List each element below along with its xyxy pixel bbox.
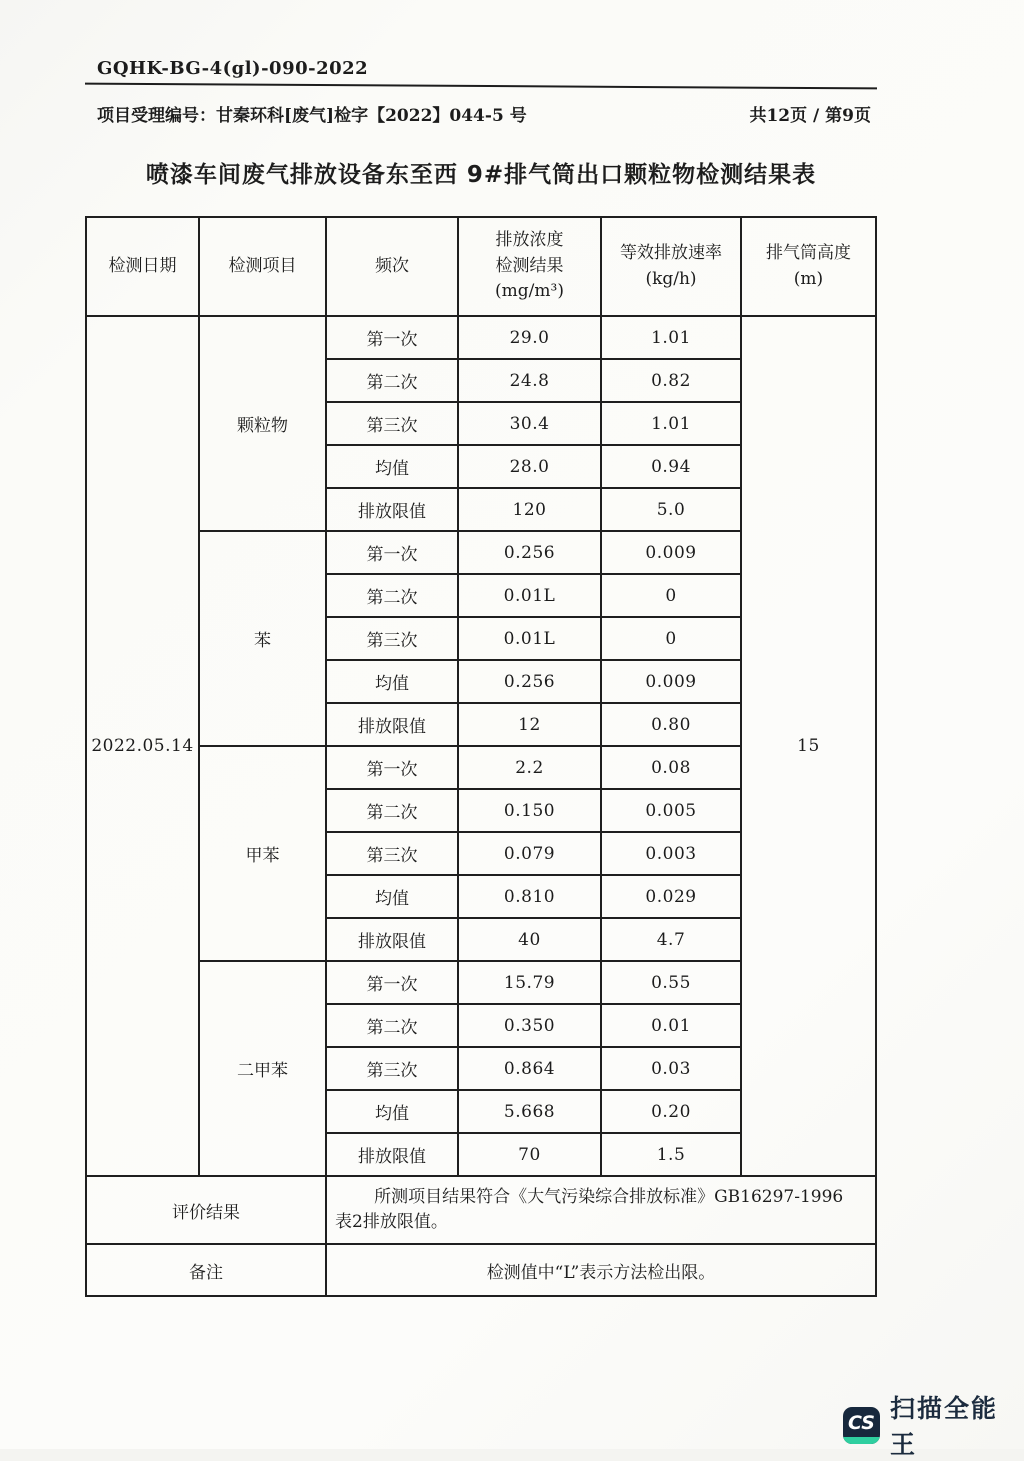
evaluation-text-line2: 表2排放限值。 (335, 1212, 448, 1232)
freq-cell: 排放限值 (326, 703, 458, 746)
remark-label-cell: 备注 (86, 1244, 326, 1296)
freq-cell: 第一次 (326, 316, 458, 359)
conc-cell: 15.79 (458, 961, 601, 1004)
conc-cell: 0.01L (458, 617, 601, 660)
evaluation-row (86, 1176, 876, 1244)
rate-cell: 0.005 (601, 789, 741, 832)
freq-cell: 第二次 (326, 574, 458, 617)
freq-cell: 均值 (326, 660, 458, 703)
freq-cell: 均值 (326, 445, 458, 488)
conc-cell: 24.8 (458, 359, 601, 402)
item-cell: 二甲苯 (199, 961, 326, 1176)
freq-cell: 排放限值 (326, 1133, 458, 1176)
conc-cell: 0.079 (458, 832, 601, 875)
rate-cell: 0.03 (601, 1047, 741, 1090)
freq-cell: 均值 (326, 1090, 458, 1133)
item-cell: 甲苯 (199, 746, 326, 961)
freq-cell: 第三次 (326, 1047, 458, 1090)
rate-cell: 0.08 (601, 746, 741, 789)
freq-cell: 均值 (326, 875, 458, 918)
col-header-rate: 等效排放速率 (kg/h) (601, 217, 741, 316)
page-indicator: 共12页 / 第9页 (749, 106, 871, 126)
remark-row (86, 1244, 876, 1296)
rate-cell: 1.5 (601, 1133, 741, 1176)
conc-cell: 0.810 (458, 875, 601, 918)
evaluation-text-cell (326, 1176, 876, 1244)
conc-cell: 0.150 (458, 789, 601, 832)
rate-cell: 5.0 (601, 488, 741, 531)
col-header-concentration: 排放浓度 检测结果 (mg/m³) (458, 217, 601, 316)
remark-text-cell: 检测值中“L”表示方法检出限。 (326, 1244, 876, 1296)
evaluation-label-cell: 评价结果 (86, 1176, 326, 1244)
item-cell: 颗粒物 (199, 316, 326, 531)
freq-cell: 第二次 (326, 1004, 458, 1047)
rate-cell: 0 (601, 617, 741, 660)
conc-cell: 29.0 (458, 316, 601, 359)
conc-cell: 70 (458, 1133, 601, 1176)
freq-cell: 第三次 (326, 832, 458, 875)
freq-cell: 第一次 (326, 961, 458, 1004)
rate-cell: 1.01 (601, 316, 741, 359)
conc-cell: 0.864 (458, 1047, 601, 1090)
rate-cell: 0.20 (601, 1090, 741, 1133)
rate-cell: 0.82 (601, 359, 741, 402)
conc-cell: 0.350 (458, 1004, 601, 1047)
rate-cell: 0.01 (601, 1004, 741, 1047)
date-cell: 2022.05.14 (86, 316, 199, 1176)
col-header-freq: 频次 (326, 217, 458, 316)
conc-cell: 30.4 (458, 402, 601, 445)
col-header-stack-height: 排气筒高度 (m) (741, 217, 876, 316)
conc-cell: 0.01L (458, 574, 601, 617)
freq-cell: 第三次 (326, 617, 458, 660)
col-header-item: 检测项目 (199, 217, 326, 316)
rate-cell: 0.80 (601, 703, 741, 746)
conc-cell: 2.2 (458, 746, 601, 789)
rate-cell: 1.01 (601, 402, 741, 445)
freq-cell: 排放限值 (326, 918, 458, 961)
freq-cell: 第二次 (326, 789, 458, 832)
conc-cell: 0.256 (458, 660, 601, 703)
freq-cell: 第三次 (326, 402, 458, 445)
camscanner-app-name: 扫描全能王 (890, 1394, 999, 1459)
header-row (86, 217, 876, 316)
stack-height-cell: 15 (741, 316, 876, 1176)
rate-cell: 0.009 (601, 660, 741, 703)
header-rule-line (85, 83, 877, 90)
conc-cell: 0.256 (458, 531, 601, 574)
freq-cell: 第一次 (326, 531, 458, 574)
item-cell: 苯 (199, 531, 326, 746)
rate-cell: 0.55 (601, 961, 741, 1004)
conc-cell: 5.668 (458, 1090, 601, 1133)
freq-cell: 第一次 (326, 746, 458, 789)
freq-cell: 第二次 (326, 359, 458, 402)
freq-cell: 排放限值 (326, 488, 458, 531)
report-title: 喷漆车间废气排放设备东至西 9#排气筒出口颗粒物检测结果表 (145, 162, 817, 188)
rate-cell: 0.029 (601, 875, 741, 918)
conc-cell: 12 (458, 703, 601, 746)
document-content (85, 58, 877, 1297)
conc-cell: 28.0 (458, 445, 601, 488)
rate-cell: 0.94 (601, 445, 741, 488)
acceptance-number: 项目受理编号：甘秦环科[废气]检字【2022】044-5 号 (97, 106, 527, 126)
camscanner-cs-icon: CS (843, 1407, 880, 1444)
evaluation-text-line1: 所测项目结果符合《大气污染综合排放标准》GB16297-1996 (374, 1186, 844, 1207)
rate-cell: 0.003 (601, 832, 741, 875)
table-row (86, 316, 876, 359)
results-table (85, 216, 877, 1297)
rate-cell: 0.009 (601, 531, 741, 574)
rate-cell: 0 (601, 574, 741, 617)
document-number: GQHK-BG-4(gl)-090-2022 (97, 58, 369, 79)
meta-row (85, 101, 877, 126)
camscanner-logo (843, 1389, 1024, 1461)
rate-cell: 4.7 (601, 918, 741, 961)
conc-cell: 40 (458, 918, 601, 961)
conc-cell: 120 (458, 488, 601, 531)
col-header-date: 检测日期 (86, 217, 199, 316)
